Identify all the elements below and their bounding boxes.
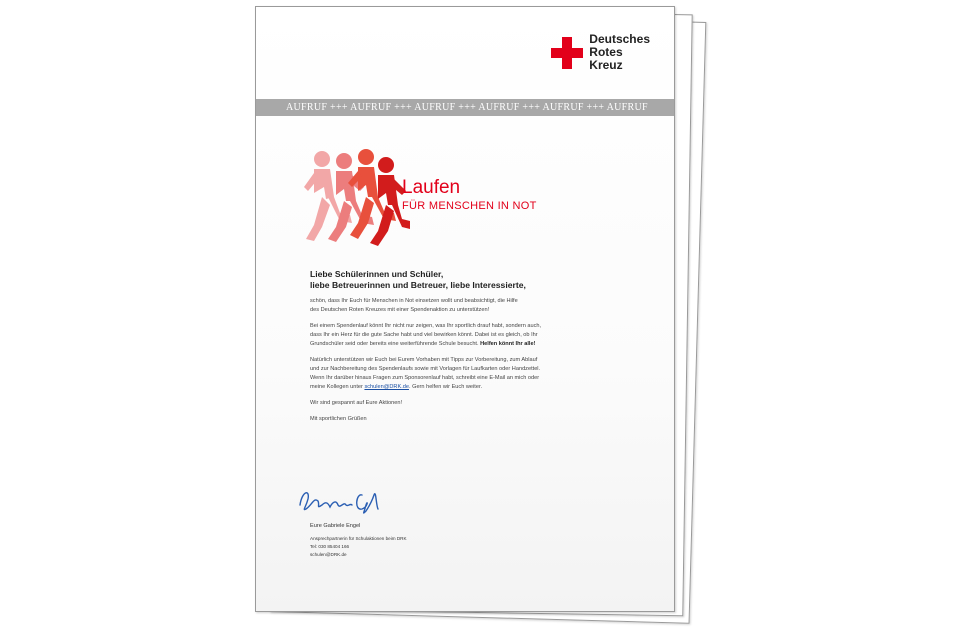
red-cross-icon: [551, 37, 583, 69]
p3-line-4-start: meine Kollegen unter: [310, 384, 363, 390]
greeting-line-2: liebe Betreuerinnen und Betreuer, liebe Interessierte,: [310, 280, 526, 290]
logo-line-1: Deutsches: [589, 32, 650, 46]
p3-line-4: [310, 383, 640, 392]
greeting: [310, 269, 640, 291]
logo-wordmark: [589, 33, 650, 72]
paragraph-4: Wir sind gespannt auf Eure Aktionen!: [310, 400, 403, 406]
headline-title: Laufen: [402, 177, 461, 198]
sender-role: Ansprechpartnerin für Schulaktionen beim DRK: [310, 536, 407, 541]
p1-line-2: des Deutschen Roten Kreuzes mit einer Spendenaktion zu unterstützen!: [310, 307, 490, 313]
letter-sheet: [255, 6, 675, 612]
p3-line-2: und zur Nachbereitung des Spendenlaufs sowie mit Vorlagen für Laufkarten oder Handzettel.: [310, 366, 541, 372]
headline-subtitle: FÜR MENSCHEN IN NOT: [402, 200, 537, 212]
p2-line-3: [310, 340, 640, 349]
runners-illustration: [300, 147, 410, 247]
logo-line-2: Rotes: [589, 45, 623, 59]
p2-line-1: Bei einem Spendenlauf könnt Ihr nicht nur zeigen, was Ihr sportlich drauf habt, sondern auch,: [310, 323, 542, 329]
aufruf-banner: AUFRUF +++ AUFRUF +++ AUFRUF +++ AUFRUF +++ AUFRUF +++ AUFRUF: [256, 99, 674, 116]
sender-block: [310, 522, 407, 559]
p2-line-2: dass Ihr ein Herz für die gute Sache habt und viel bewirken könnt. Dabei ist es gleich, ob Ihr: [310, 332, 538, 338]
paragraph-3: [310, 356, 640, 392]
greeting-line-1: Liebe Schülerinnen und Schüler,: [310, 269, 444, 279]
signature-image: [296, 485, 416, 521]
p3-line-1: Natürlich unterstützen wir Euch bei Eurem Vorhaben mit Tipps zur Vorbereitung, zum Ablauf: [310, 357, 538, 363]
campaign-headline: [402, 177, 537, 213]
runner-2-icon: [328, 153, 374, 242]
p3-line-3: Wenn Ihr darüber hinaus Fragen zum Sponsorenlauf habt, schreibt eine E-Mail an mich oder: [310, 375, 540, 381]
paragraph-2: [310, 322, 640, 349]
p1-line-1: schön, dass Ihr Euch für Menschen in Not einsetzen wollt und beabsichtigt, die Hilfe: [310, 298, 518, 304]
p3-line-4-end: . Gern helfen wir Euch weiter.: [408, 384, 483, 390]
drk-logo: [551, 33, 650, 72]
logo-line-3: Kreuz: [589, 58, 623, 72]
sender-name: Eure Gabriele Engel: [310, 523, 361, 529]
closing: Mit sportlichen Grüßen: [310, 416, 367, 422]
paragraph-1: [310, 297, 640, 315]
p2-line-3-text: Grundschüler seid oder bereits eine weiterführende Schule besucht.: [310, 341, 479, 347]
sender-email: schulen@DRK.de: [310, 552, 347, 557]
letter-body: [310, 269, 640, 431]
p2-bold-text: Helfen könnt Ihr alle!: [480, 341, 536, 347]
sender-phone: Tel: 030 85404 166: [310, 544, 350, 549]
email-link[interactable]: schulen@DRK.de: [364, 384, 409, 390]
